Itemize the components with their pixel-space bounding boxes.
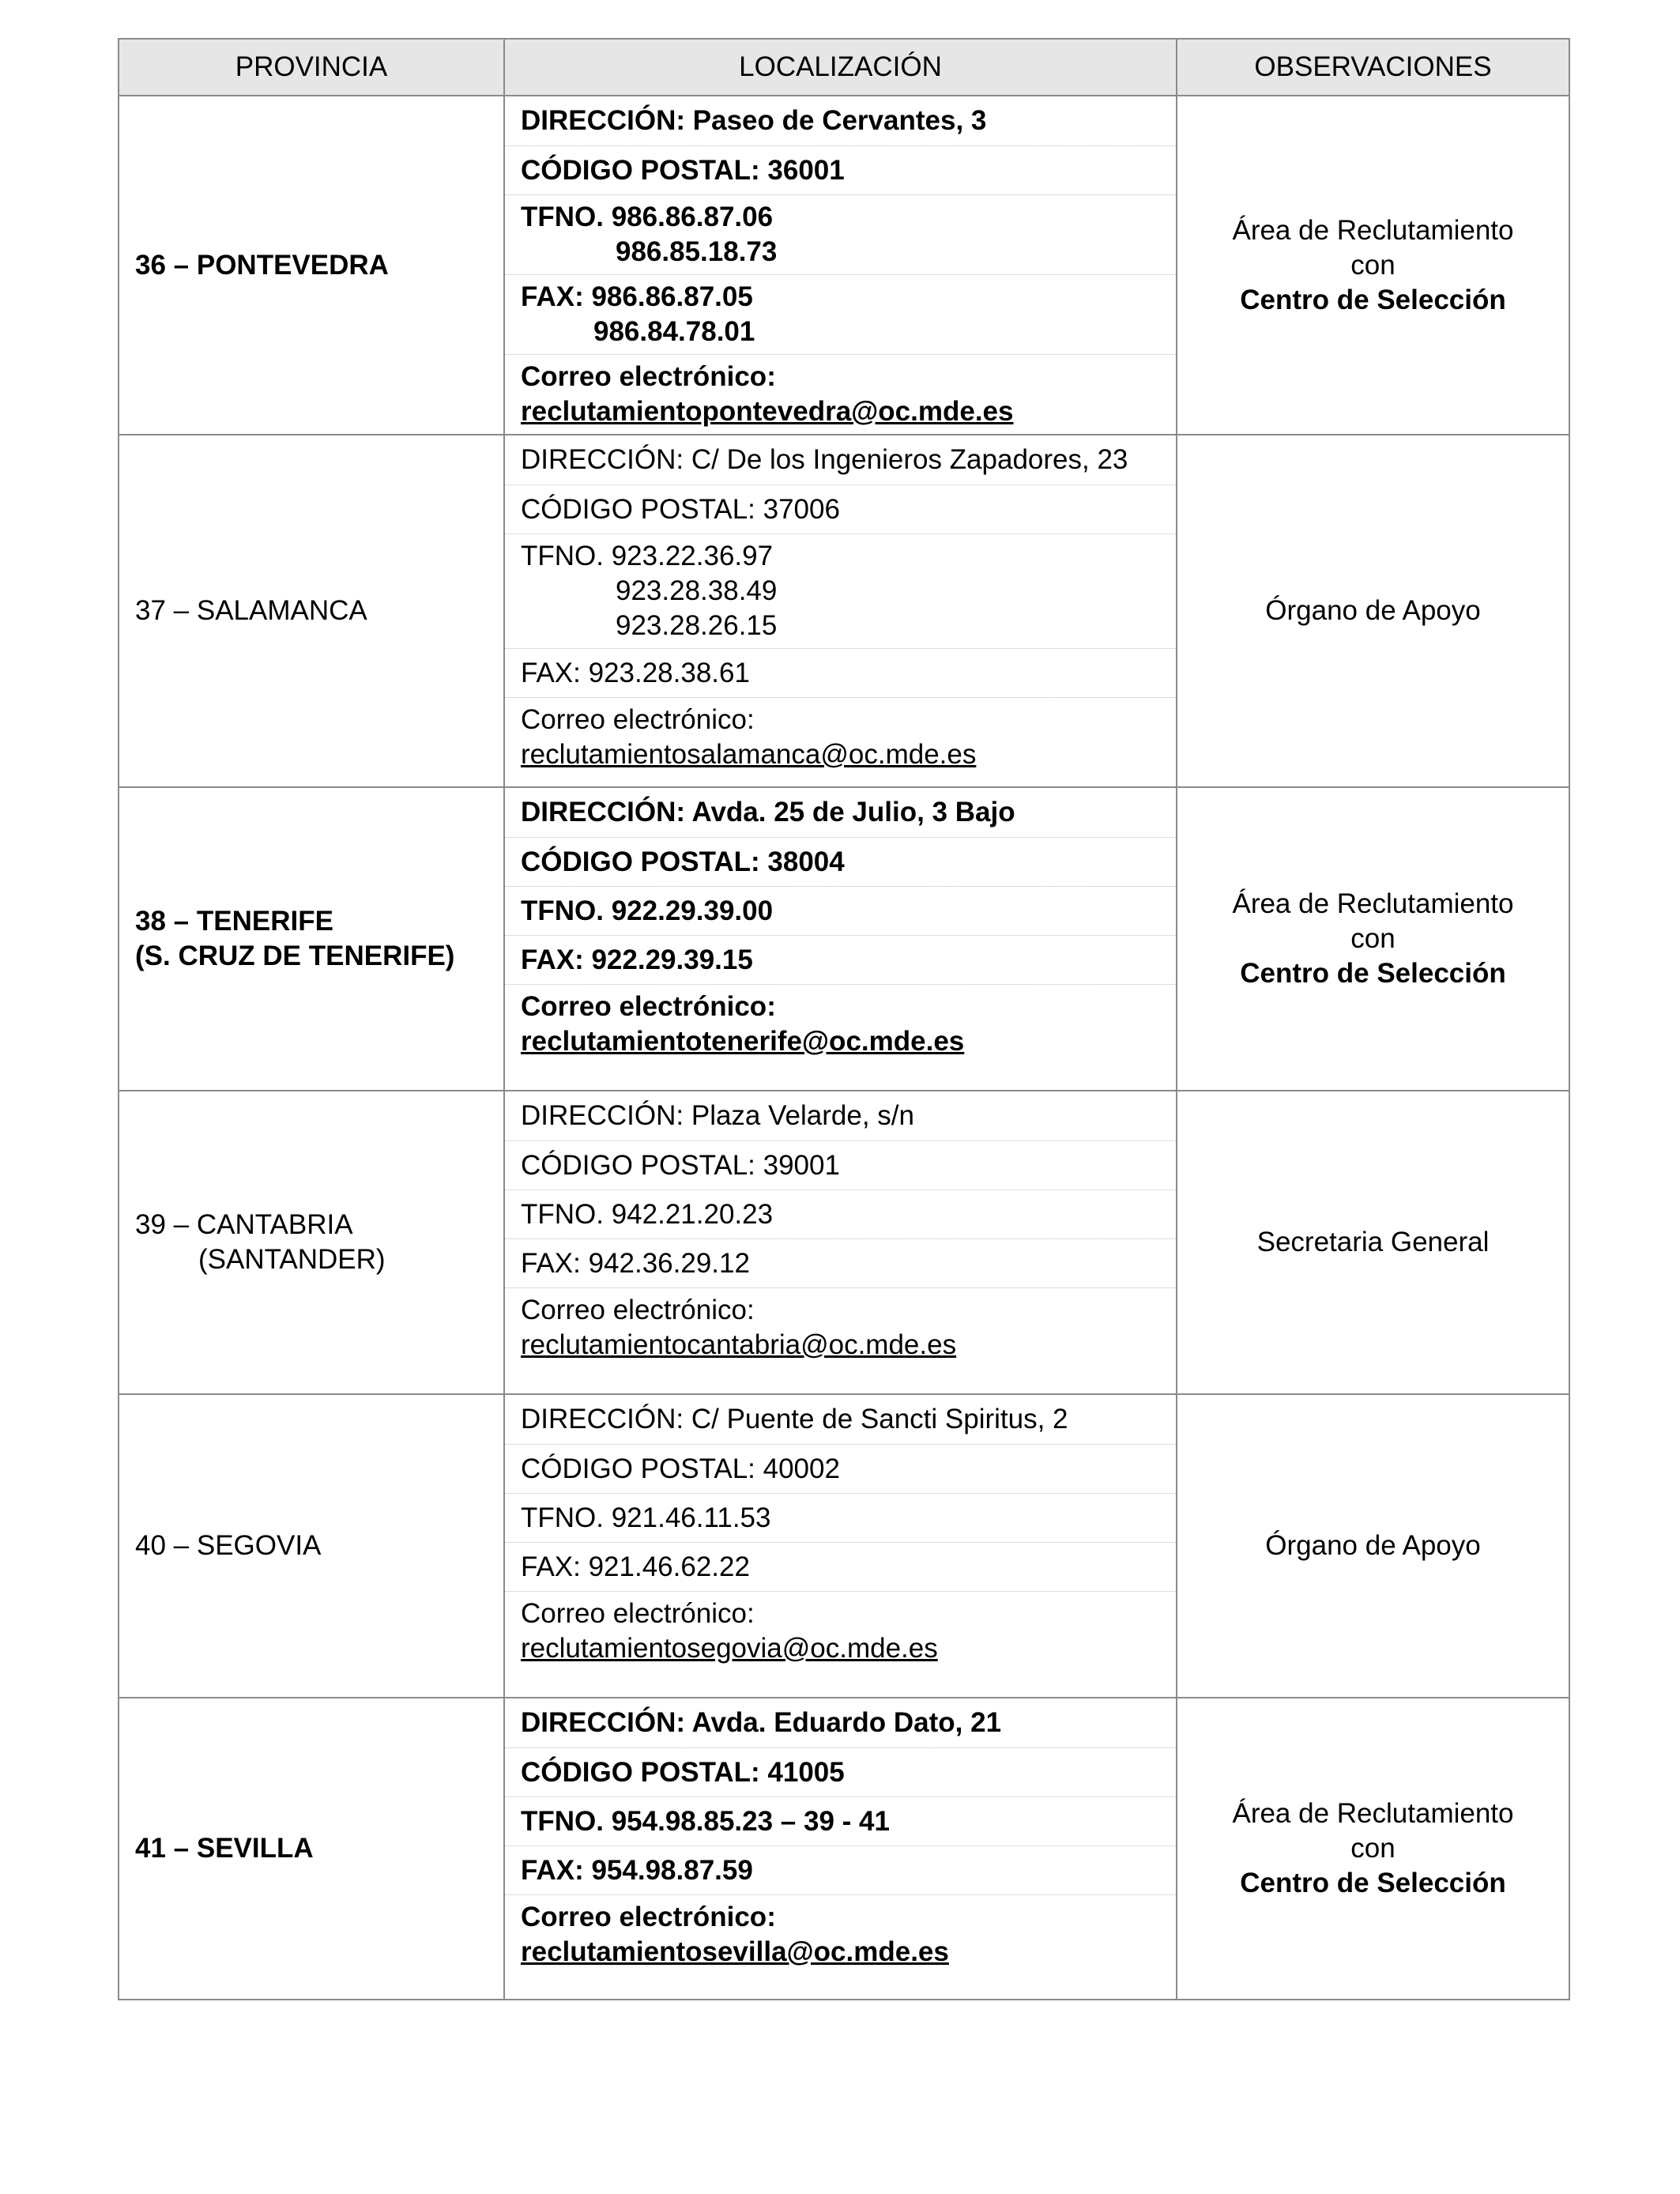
email-link[interactable]: reclutamientotenerife@oc.mde.es <box>521 1026 965 1057</box>
direccion-text: DIRECCIÓN: Paseo de Cervantes, 3 <box>521 105 987 136</box>
observaciones-text: Órgano de Apoyo <box>1265 1530 1481 1561</box>
correo-entry <box>505 1287 1176 1367</box>
observaciones-cell <box>1177 787 1569 1091</box>
provincia-name: (SANTANDER) <box>198 1244 386 1275</box>
provincia-name: 40 – SEGOVIA <box>135 1530 322 1561</box>
fax-number: FAX: 954.98.87.59 <box>521 1854 753 1886</box>
fax-number: FAX: 923.28.38.61 <box>521 657 750 688</box>
correo-label: Correo electrónico: <box>521 991 776 1022</box>
table-row <box>119 787 1569 1091</box>
provincia-cell <box>119 1091 504 1394</box>
table-row <box>119 435 1569 787</box>
direccion-text: DIRECCIÓN: Avda. 25 de Julio, 3 Bajo <box>521 797 1015 827</box>
codigo-postal-text: CÓDIGO POSTAL: 41005 <box>521 1756 845 1788</box>
direccion-text: DIRECCIÓN: C/ Puente de Sancti Spiritus, 2 <box>521 1404 1068 1434</box>
telefono-entry <box>505 1796 1176 1845</box>
telefono-entry <box>505 1493 1176 1542</box>
localizacion-cell <box>504 1698 1177 2000</box>
table-row <box>119 1394 1569 1698</box>
observaciones-cell <box>1177 1394 1569 1698</box>
codigo-postal-text: CÓDIGO POSTAL: 40002 <box>521 1453 840 1484</box>
table-row <box>119 1091 1569 1394</box>
table-row <box>119 96 1569 435</box>
provincia-name: 36 – PONTEVEDRA <box>135 249 389 281</box>
telefono-number: TFNO. 942.21.20.23 <box>521 1198 774 1230</box>
fax-number: FAX: 922.29.39.15 <box>521 944 753 975</box>
direccion-text: DIRECCIÓN: C/ De los Ingenieros Zapadores, 23 <box>521 444 1128 475</box>
email-link[interactable]: reclutamientocantabria@oc.mde.es <box>521 1329 957 1360</box>
correo-label: Correo electrónico: <box>521 704 755 735</box>
provincia-name: 41 – SEVILLA <box>135 1833 314 1864</box>
observaciones-text: Centro de Selección <box>1240 958 1506 989</box>
codigo-postal-entry <box>505 1444 1176 1493</box>
direccion-entry <box>505 96 1176 145</box>
observaciones-cell <box>1177 1698 1569 2000</box>
provincia-cell <box>119 96 504 435</box>
correo-label: Correo electrónico: <box>521 1295 755 1325</box>
direccion-text: DIRECCIÓN: Avda. Eduardo Dato, 21 <box>521 1707 1002 1738</box>
telefono-entry <box>505 533 1176 648</box>
email-link[interactable]: reclutamientopontevedra@oc.mde.es <box>521 396 1014 427</box>
email-link[interactable]: reclutamientosegovia@oc.mde.es <box>521 1633 938 1664</box>
correo-label: Correo electrónico: <box>521 1902 776 1932</box>
header-provincia: PROVINCIA <box>119 39 504 96</box>
codigo-postal-entry <box>505 484 1176 533</box>
table-row <box>119 1698 1569 2000</box>
provincia-name: 37 – SALAMANCA <box>135 595 367 626</box>
telefono-number: TFNO. 922.29.39.00 <box>521 895 774 926</box>
telefono-number: TFNO. 921.46.11.53 <box>521 1502 771 1533</box>
localizacion-cell <box>504 1394 1177 1698</box>
provincia-cell <box>119 1698 504 2000</box>
correo-entry <box>505 697 1176 777</box>
provincia-cell <box>119 1394 504 1698</box>
provincia-cell <box>119 435 504 787</box>
localizacion-cell <box>504 787 1177 1091</box>
direccion-entry <box>505 788 1176 837</box>
correo-entry <box>505 354 1176 434</box>
codigo-postal-entry <box>505 1747 1176 1796</box>
codigo-postal-text: CÓDIGO POSTAL: 38004 <box>521 846 845 877</box>
correo-entry <box>505 1894 1176 1974</box>
provincia-name: (S. CRUZ DE TENERIFE) <box>135 941 455 971</box>
fax-entry <box>505 274 1176 354</box>
observaciones-text: con <box>1350 1833 1396 1864</box>
correo-label: Correo electrónico: <box>521 1598 755 1629</box>
telefono-number: TFNO. 954.98.85.23 – 39 - 41 <box>521 1805 890 1837</box>
fax-entry <box>505 1845 1176 1894</box>
table-header <box>119 39 1569 96</box>
telefono-number: 923.28.26.15 <box>616 610 778 641</box>
fax-number: FAX: 921.46.62.22 <box>521 1551 750 1582</box>
observaciones-text: Secretaria General <box>1256 1227 1490 1257</box>
observaciones-text: Área de Reclutamiento <box>1232 1798 1514 1829</box>
provincia-cell <box>119 787 504 1091</box>
header-localizacion: LOCALIZACIÓN <box>504 39 1177 96</box>
codigo-postal-entry <box>505 1140 1176 1189</box>
fax-number: 986.84.78.01 <box>593 316 755 347</box>
fax-entry <box>505 648 1176 697</box>
telefono-number: TFNO. 986.86.87.06 <box>521 202 774 232</box>
localizacion-cell <box>504 1091 1177 1394</box>
observaciones-text: con <box>1350 923 1396 954</box>
provincia-name: 38 – TENERIFE <box>135 906 333 937</box>
telefono-entry <box>505 194 1176 274</box>
correo-label: Correo electrónico: <box>521 361 776 392</box>
codigo-postal-text: CÓDIGO POSTAL: 39001 <box>521 1149 840 1181</box>
header-observaciones: OBSERVACIONES <box>1177 39 1569 96</box>
offices-table <box>118 38 1570 2000</box>
email-link[interactable]: reclutamientosevilla@oc.mde.es <box>521 1936 949 1967</box>
telefono-number: 923.28.38.49 <box>616 575 778 606</box>
codigo-postal-text: CÓDIGO POSTAL: 37006 <box>521 493 840 525</box>
fax-number: FAX: 986.86.87.05 <box>521 281 753 312</box>
telefono-entry <box>505 886 1176 935</box>
observaciones-text: con <box>1350 249 1396 281</box>
correo-entry <box>505 1591 1176 1671</box>
direccion-entry <box>505 1395 1176 1444</box>
telefono-entry <box>505 1189 1176 1238</box>
observaciones-text: Órgano de Apoyo <box>1265 595 1481 626</box>
fax-entry <box>505 935 1176 984</box>
observaciones-cell <box>1177 96 1569 435</box>
telefono-number: 986.85.18.73 <box>616 236 778 267</box>
fax-entry <box>505 1238 1176 1287</box>
observaciones-text: Área de Reclutamiento <box>1232 214 1514 246</box>
codigo-postal-text: CÓDIGO POSTAL: 36001 <box>521 154 845 186</box>
direccion-entry <box>505 435 1176 484</box>
direccion-text: DIRECCIÓN: Plaza Velarde, s/n <box>521 1100 914 1131</box>
codigo-postal-entry <box>505 145 1176 194</box>
telefono-number: TFNO. 923.22.36.97 <box>521 541 774 571</box>
table-body <box>119 96 1569 2000</box>
fax-entry <box>505 1542 1176 1591</box>
localizacion-cell <box>504 96 1177 435</box>
observaciones-cell <box>1177 1091 1569 1394</box>
fax-number: FAX: 942.36.29.12 <box>521 1247 750 1279</box>
direccion-entry <box>505 1091 1176 1140</box>
email-link[interactable]: reclutamientosalamanca@oc.mde.es <box>521 739 977 770</box>
localizacion-cell <box>504 435 1177 787</box>
provincia-name: 39 – CANTABRIA <box>135 1209 353 1240</box>
observaciones-text: Centro de Selección <box>1240 1868 1506 1898</box>
observaciones-text: Área de Reclutamiento <box>1232 888 1514 919</box>
direccion-entry <box>505 1698 1176 1747</box>
observaciones-cell <box>1177 435 1569 787</box>
codigo-postal-entry <box>505 837 1176 886</box>
observaciones-text: Centro de Selección <box>1240 284 1506 315</box>
correo-entry <box>505 984 1176 1064</box>
